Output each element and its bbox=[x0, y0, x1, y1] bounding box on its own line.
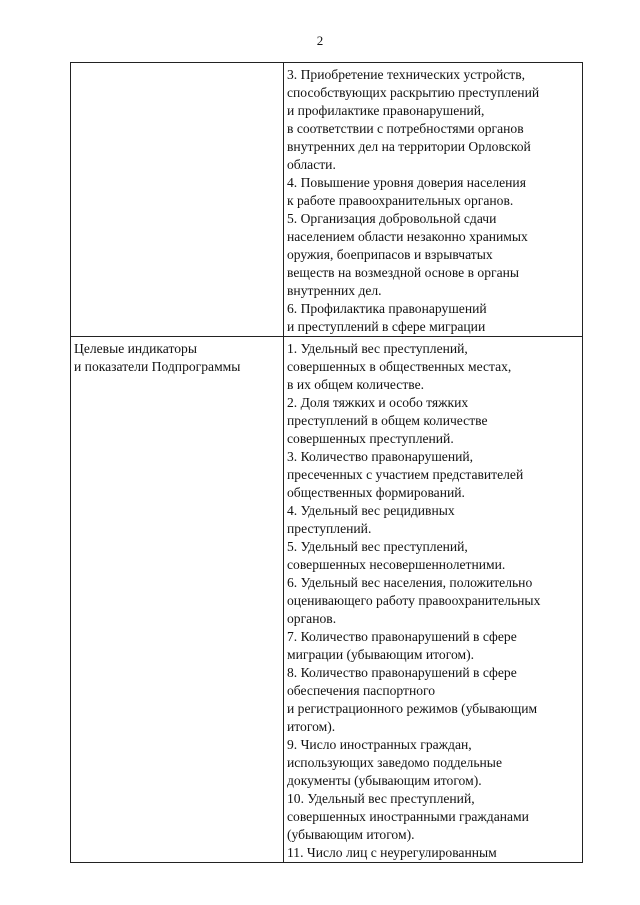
text-line: 9. Число иностранных граждан, bbox=[287, 737, 472, 752]
row-content-cell bbox=[284, 63, 583, 337]
text-line: 10. Удельный вес преступлений, bbox=[287, 791, 475, 806]
text-line: органов. bbox=[287, 611, 337, 626]
text-line: оружия, боеприпасов и взрывчатых bbox=[287, 247, 493, 262]
text-line: 11. Число лиц с неурегулированным bbox=[287, 845, 497, 860]
text-line: и профилактике правонарушений, bbox=[287, 103, 485, 118]
text-line: и преступлений в сфере миграции bbox=[287, 319, 486, 334]
text-line: веществ на возмездной основе в органы bbox=[287, 265, 520, 280]
table-row bbox=[71, 63, 583, 337]
text-line: 5. Организация добровольной сдачи bbox=[287, 211, 497, 226]
page-number: 2 bbox=[316, 33, 324, 48]
text-line: обеспечения паспортного bbox=[287, 683, 436, 698]
text-line: к работе правоохранительных органов. bbox=[287, 193, 514, 208]
row-content-cell bbox=[284, 337, 583, 863]
text-line: совершенных иностранными гражданами bbox=[287, 809, 529, 824]
text-line: области. bbox=[287, 157, 336, 172]
text-line: преступлений в общем количестве bbox=[287, 413, 488, 428]
row-label-cell bbox=[71, 63, 284, 337]
row-label-line: Целевые индикаторы bbox=[74, 341, 197, 356]
row-label-cell bbox=[71, 337, 284, 863]
text-line: 6. Удельный вес населения, положительно bbox=[287, 575, 533, 590]
text-line: оценивающего работу правоохранительных bbox=[287, 593, 541, 608]
text-line: миграции (убывающим итогом). bbox=[287, 647, 475, 662]
text-line: и регистрационного режимов (убывающим bbox=[287, 701, 538, 716]
text-line: пресеченных с участием представителей bbox=[287, 467, 524, 482]
text-line: в соответствии с потребностями органов bbox=[287, 121, 524, 136]
text-line: общественных формирований. bbox=[287, 485, 465, 500]
text-line: 7. Количество правонарушений в сфере bbox=[287, 629, 517, 644]
text-line: 5. Удельный вес преступлений, bbox=[287, 539, 468, 554]
text-line: 3. Приобретение технических устройств, bbox=[287, 67, 526, 82]
text-line: преступлений. bbox=[287, 521, 372, 536]
text-line: использующих заведомо поддельные bbox=[287, 755, 502, 770]
text-line: в их общем количестве. bbox=[287, 377, 425, 392]
text-line: населением области незаконно хранимых bbox=[287, 229, 528, 244]
text-line: (убывающим итогом). bbox=[287, 827, 415, 842]
text-line: способствующих раскрытию преступлений bbox=[287, 85, 540, 100]
text-line: 8. Количество правонарушений в сфере bbox=[287, 665, 517, 680]
text-line: внутренних дел. bbox=[287, 283, 382, 298]
row-label-line: и показатели Подпрограммы bbox=[74, 359, 241, 374]
text-line: 2. Доля тяжких и особо тяжких bbox=[287, 395, 469, 410]
table-row bbox=[71, 337, 583, 863]
text-line: 1. Удельный вес преступлений, bbox=[287, 341, 468, 356]
text-line: совершенных в общественных местах, bbox=[287, 359, 512, 374]
text-line: внутренних дел на территории Орловской bbox=[287, 139, 531, 154]
document-table bbox=[70, 62, 583, 863]
text-line: 4. Повышение уровня доверия населения bbox=[287, 175, 526, 190]
text-line: совершенных несовершеннолетними. bbox=[287, 557, 506, 572]
text-line: 3. Количество правонарушений, bbox=[287, 449, 474, 464]
text-line: документы (убывающим итогом). bbox=[287, 773, 482, 788]
text-line: итогом). bbox=[287, 719, 336, 734]
text-line: совершенных преступлений. bbox=[287, 431, 454, 446]
text-line: 6. Профилактика правонарушений bbox=[287, 301, 487, 316]
text-line: 4. Удельный вес рецидивных bbox=[287, 503, 455, 518]
